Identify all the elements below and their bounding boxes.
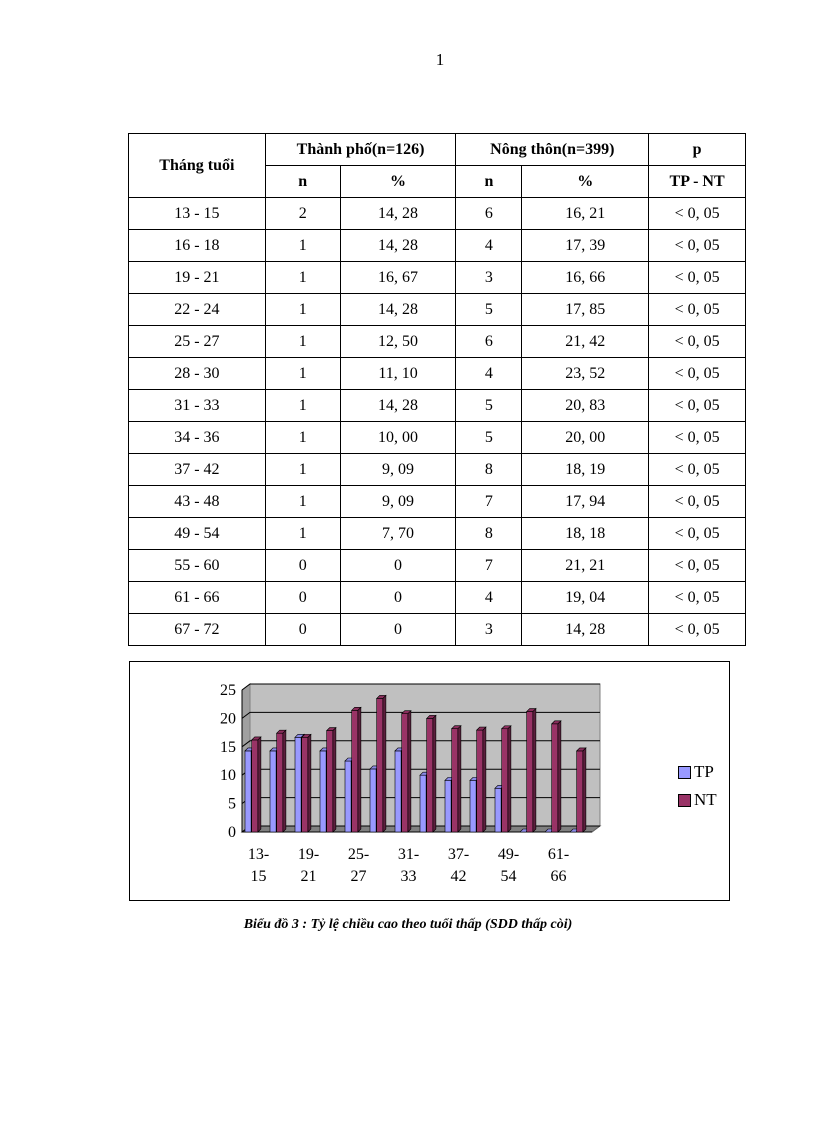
age-cell: 67 - 72 (129, 614, 266, 646)
bar-nt-22-24-side (333, 728, 336, 832)
data-table (128, 133, 746, 646)
rural-n-cell: 3 (456, 262, 522, 294)
bar-nt-37-42-side (458, 726, 461, 832)
bar-nt-13-15 (252, 740, 258, 832)
p-cell: < 0, 05 (649, 358, 746, 390)
p-cell: < 0, 05 (649, 198, 746, 230)
legend-swatch-tp (678, 766, 691, 779)
rural-pct-cell: 19, 04 (522, 582, 649, 614)
header-p-sub: TP - NT (649, 166, 746, 198)
table-row (129, 550, 746, 582)
age-cell: 22 - 24 (129, 294, 266, 326)
city-n-cell: 1 (265, 230, 340, 262)
age-cell: 25 - 27 (129, 326, 266, 358)
city-n-cell: 1 (265, 422, 340, 454)
bar-nt-61-66-side (558, 721, 561, 832)
bar-tp-43-48 (470, 780, 476, 832)
bar-nt-25-27 (352, 710, 358, 832)
city-pct-cell: 11, 10 (340, 358, 456, 390)
legend-label-tp: TP (694, 762, 714, 781)
x-tick-label: 33 (400, 868, 417, 885)
bar-nt-19-21-side (308, 734, 311, 832)
table-body (129, 198, 746, 646)
city-pct-cell: 12, 50 (340, 326, 456, 358)
legend-item-nt (678, 786, 717, 814)
table-row (129, 262, 746, 294)
city-pct-cell: 10, 00 (340, 422, 456, 454)
header-rural: Nông thôn(n=399) (456, 134, 649, 166)
y-tick-label: 5 (228, 795, 236, 813)
rural-pct-cell: 17, 94 (522, 486, 649, 518)
header-city-n: n (265, 166, 340, 198)
table-row (129, 518, 746, 550)
bar-tp-13-15 (245, 751, 251, 832)
city-n-cell: 1 (265, 294, 340, 326)
bar-nt-31-33 (402, 714, 408, 832)
age-cell: 43 - 48 (129, 486, 266, 518)
bar-nt-19-21 (302, 737, 308, 832)
bar-tp-28-30 (370, 769, 376, 832)
header-city: Thành phố(n=126) (265, 134, 456, 166)
city-n-cell: 1 (265, 454, 340, 486)
header-city-pct: % (340, 166, 456, 198)
city-n-cell: 1 (265, 390, 340, 422)
table-row (129, 198, 746, 230)
table-row (129, 358, 746, 390)
x-tick-label: 19- (297, 846, 320, 863)
rural-pct-cell: 20, 00 (522, 422, 649, 454)
city-n-cell: 0 (265, 550, 340, 582)
rural-n-cell: 3 (456, 614, 522, 646)
bar-nt-16-18-side (283, 730, 286, 832)
age-cell: 16 - 18 (129, 230, 266, 262)
city-pct-cell: 9, 09 (340, 454, 456, 486)
x-tick-label: 13- (247, 846, 270, 863)
x-tick-label: 31- (397, 846, 420, 863)
age-cell: 19 - 21 (129, 262, 266, 294)
p-cell: < 0, 05 (649, 294, 746, 326)
bar-nt-43-48 (477, 730, 483, 832)
city-pct-cell: 14, 28 (340, 294, 456, 326)
rural-pct-cell: 20, 83 (522, 390, 649, 422)
city-n-cell: 1 (265, 358, 340, 390)
city-pct-cell: 14, 28 (340, 198, 456, 230)
bar-nt-28-30 (377, 698, 383, 832)
city-pct-cell: 14, 28 (340, 390, 456, 422)
rural-n-cell: 5 (456, 390, 522, 422)
bar-nt-31-33-side (408, 711, 411, 832)
bar-nt-55-60-side (533, 709, 536, 832)
rural-pct-cell: 16, 21 (522, 198, 649, 230)
p-cell: < 0, 05 (649, 518, 746, 550)
rural-n-cell: 5 (456, 294, 522, 326)
x-tick-label: 15 (250, 868, 267, 885)
city-n-cell: 2 (265, 198, 340, 230)
rural-pct-cell: 18, 18 (522, 518, 649, 550)
city-pct-cell: 0 (340, 550, 456, 582)
rural-pct-cell: 16, 66 (522, 262, 649, 294)
city-n-cell: 1 (265, 262, 340, 294)
table-row (129, 486, 746, 518)
bar-nt-25-27-side (358, 707, 361, 832)
rural-n-cell: 8 (456, 454, 522, 486)
city-pct-cell: 14, 28 (340, 230, 456, 262)
bar-nt-34-36 (427, 718, 433, 832)
city-pct-cell: 0 (340, 582, 456, 614)
rural-pct-cell: 17, 39 (522, 230, 649, 262)
age-cell: 28 - 30 (129, 358, 266, 390)
legend-swatch-nt (678, 794, 691, 807)
chart-container (129, 661, 730, 901)
bar-tp-49-54 (495, 788, 501, 832)
x-tick-label: 54 (500, 868, 517, 885)
p-cell: < 0, 05 (649, 614, 746, 646)
table-row (129, 582, 746, 614)
p-cell: < 0, 05 (649, 454, 746, 486)
p-cell: < 0, 05 (649, 486, 746, 518)
p-cell: < 0, 05 (649, 262, 746, 294)
p-cell: < 0, 05 (649, 582, 746, 614)
age-cell: 61 - 66 (129, 582, 266, 614)
bar-nt-61-66 (552, 724, 558, 832)
rural-pct-cell: 21, 21 (522, 550, 649, 582)
rural-pct-cell: 18, 19 (522, 454, 649, 486)
bar-chart (130, 662, 729, 900)
x-tick-label: 42 (450, 868, 467, 885)
rural-pct-cell: 14, 28 (522, 614, 649, 646)
rural-pct-cell: 21, 42 (522, 326, 649, 358)
rural-n-cell: 4 (456, 230, 522, 262)
bar-tp-34-36 (420, 775, 426, 832)
bar-tp-37-42 (445, 780, 451, 832)
age-cell: 49 - 54 (129, 518, 266, 550)
rural-n-cell: 5 (456, 422, 522, 454)
bar-nt-28-30-side (383, 695, 386, 832)
x-tick-label: 37- (447, 846, 470, 863)
rural-n-cell: 6 (456, 198, 522, 230)
rural-n-cell: 4 (456, 582, 522, 614)
p-cell: < 0, 05 (649, 422, 746, 454)
city-pct-cell: 16, 67 (340, 262, 456, 294)
y-tick-label: 10 (220, 767, 236, 785)
header-p: p (649, 134, 746, 166)
age-cell: 31 - 33 (129, 390, 266, 422)
bar-nt-67-72-side (583, 748, 586, 832)
table-row (129, 614, 746, 646)
age-cell: 13 - 15 (129, 198, 266, 230)
bar-tp-22-24 (320, 751, 326, 832)
legend-label-nt: NT (694, 790, 717, 809)
bar-tp-16-18 (270, 751, 276, 832)
y-tick-label: 15 (220, 738, 236, 756)
x-tick-label: 49- (497, 846, 520, 863)
age-cell: 37 - 42 (129, 454, 266, 486)
table-row (129, 294, 746, 326)
x-tick-label: 66 (550, 868, 567, 885)
table-row (129, 422, 746, 454)
bar-tp-31-33 (395, 751, 401, 832)
bar-nt-34-36-side (433, 715, 436, 832)
rural-n-cell: 7 (456, 550, 522, 582)
p-cell: < 0, 05 (649, 326, 746, 358)
page-number: 1 (435, 50, 445, 69)
header-age: Tháng tuổi (129, 134, 266, 198)
x-tick-label: 61- (547, 846, 570, 863)
city-n-cell: 0 (265, 582, 340, 614)
bar-nt-49-54-side (508, 726, 511, 832)
y-tick-label: 25 (220, 682, 236, 699)
table-row (129, 326, 746, 358)
age-cell: 34 - 36 (129, 422, 266, 454)
rural-n-cell: 6 (456, 326, 522, 358)
city-n-cell: 1 (265, 486, 340, 518)
p-cell: < 0, 05 (649, 550, 746, 582)
bar-tp-19-21 (295, 737, 301, 832)
rural-pct-cell: 17, 85 (522, 294, 649, 326)
p-cell: < 0, 05 (649, 390, 746, 422)
city-pct-cell: 9, 09 (340, 486, 456, 518)
city-n-cell: 1 (265, 518, 340, 550)
y-tick-label: 0 (228, 824, 236, 841)
bar-nt-16-18 (277, 733, 283, 832)
x-tick-label: 21 (300, 868, 317, 885)
p-cell: < 0, 05 (649, 230, 746, 262)
bar-nt-37-42 (452, 729, 458, 832)
legend-item-tp (678, 758, 717, 786)
x-tick-label: 27 (350, 868, 367, 885)
bar-nt-55-60 (527, 712, 533, 832)
age-cell: 55 - 60 (129, 550, 266, 582)
bar-nt-22-24 (327, 731, 333, 832)
rural-n-cell: 4 (456, 358, 522, 390)
city-pct-cell: 0 (340, 614, 456, 646)
chart-legend (678, 758, 717, 814)
y-tick-label: 20 (220, 710, 236, 728)
city-pct-cell: 7, 70 (340, 518, 456, 550)
bar-nt-43-48-side (483, 727, 486, 832)
city-n-cell: 0 (265, 614, 340, 646)
bar-nt-67-72 (577, 751, 583, 832)
header-rural-pct: % (522, 166, 649, 198)
city-n-cell: 1 (265, 326, 340, 358)
table-row (129, 230, 746, 262)
header-rural-n: n (456, 166, 522, 198)
bar-nt-13-15-side (258, 737, 261, 832)
x-tick-label: 25- (347, 846, 370, 863)
table-row (129, 454, 746, 486)
bar-tp-25-27 (345, 761, 351, 832)
rural-n-cell: 7 (456, 486, 522, 518)
rural-pct-cell: 23, 52 (522, 358, 649, 390)
rural-n-cell: 8 (456, 518, 522, 550)
bar-nt-49-54 (502, 729, 508, 832)
figure-caption: Biểu đồ 3 : Tỷ lệ chiều cao theo tuổi thấp (SDD thấp còi) (243, 917, 573, 932)
table-row (129, 390, 746, 422)
